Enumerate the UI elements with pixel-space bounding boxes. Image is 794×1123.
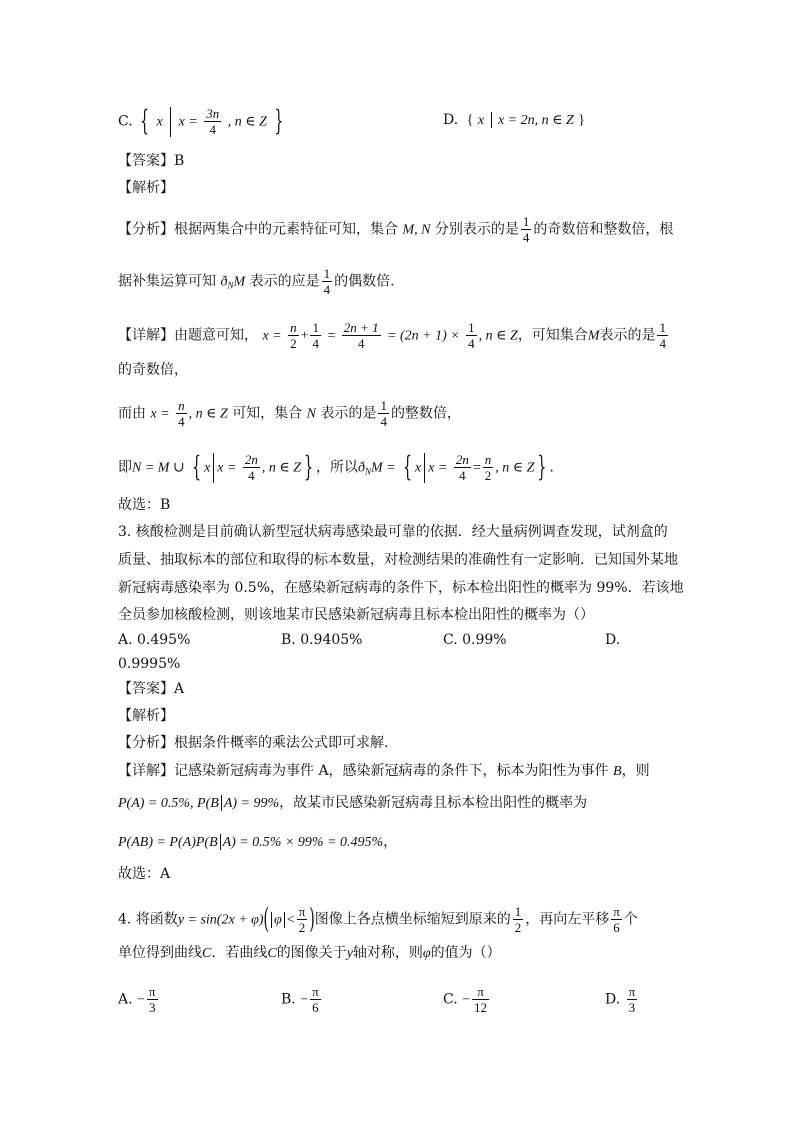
q3-detail-2 (118, 793, 700, 814)
left-brace: { (403, 451, 412, 484)
numerator: π (613, 904, 620, 919)
math: − (137, 992, 145, 1008)
math: A) = 0.5% × 99% = 0.495% (222, 835, 384, 850)
denominator: 4 (248, 468, 255, 483)
label: 【详解】 (118, 763, 174, 779)
q3-option-a (118, 630, 190, 650)
fraction (378, 398, 389, 429)
text: 表示的是 (320, 405, 377, 422)
numerator: 2n (455, 452, 469, 467)
math: C (267, 946, 277, 961)
text: 表示的是 (599, 327, 656, 344)
math: , n ∈ Z (227, 114, 267, 130)
numerator: n (290, 320, 297, 335)
math: M (587, 328, 600, 344)
denominator: 3 (628, 1000, 636, 1015)
text: . (549, 459, 554, 476)
q3-option-d-value (118, 654, 180, 674)
math: x (156, 114, 163, 130)
math: N = M ∪ (132, 460, 185, 476)
math: , n ∈ Z (261, 460, 302, 476)
fraction (454, 452, 471, 483)
answer-line (118, 151, 700, 171)
text: 的偶数倍. (334, 273, 395, 290)
option-label: C. (118, 113, 133, 130)
denominator: 2 (484, 468, 492, 483)
fraction (176, 398, 187, 429)
detail-line-3 (118, 398, 700, 429)
math: y = sin(2x + φ) (177, 912, 264, 928)
math: C (202, 946, 212, 961)
option-label: D. (605, 991, 621, 1008)
q3-option-c (443, 630, 507, 650)
text: 根据两集合中的元素特征可知，集合 (174, 221, 398, 238)
math: P(AB) = P(A)P(B (118, 835, 218, 850)
denominator: 4 (323, 282, 331, 297)
math: + (300, 328, 309, 344)
math: x = (262, 328, 282, 344)
math: M (233, 274, 246, 290)
subscript: N (227, 280, 234, 291)
text: 新冠病毒感染率为 0.5%，在感染新冠病毒的条件下，标本检出阳性的概率为 99%．若该地 (118, 580, 684, 596)
math: − (462, 992, 471, 1008)
fraction (513, 904, 524, 935)
choice-line (118, 495, 700, 515)
label: 【分析】 (118, 221, 174, 238)
math: x = (150, 406, 170, 422)
math: x = (178, 114, 198, 130)
text: 0.9995% (118, 656, 181, 672)
numerator: 1 (312, 320, 319, 335)
right-brace: } (274, 105, 284, 138)
option-d (443, 110, 585, 131)
math: x (204, 460, 211, 476)
denominator: 4 (209, 122, 216, 137)
numerator: n (484, 452, 492, 467)
text: ，故某市民感染新冠病毒且标本检出阳性的概率为 (279, 795, 588, 811)
numerator: 1 (514, 904, 522, 919)
analysis-line-1 (118, 214, 700, 245)
abs-bar (284, 912, 285, 928)
fraction (657, 320, 668, 351)
q3-stem-3 (118, 578, 700, 598)
text: 即 (118, 459, 132, 476)
text: 而由 (118, 405, 146, 422)
math: M, N (402, 222, 431, 238)
text: 的值为（） (430, 945, 501, 961)
abs-bar (271, 912, 272, 928)
math: , n ∈ Z (188, 406, 228, 422)
math: = (327, 328, 336, 344)
detail-line-4 (118, 452, 700, 483)
numerator: π (312, 984, 319, 999)
q3-option-d (605, 630, 620, 650)
math: x (477, 113, 485, 128)
complement-symbol: ð (220, 274, 228, 290)
math: = (472, 460, 481, 476)
denominator: 4 (659, 336, 666, 351)
option-label: D. (443, 112, 459, 128)
label: 【详解】 (118, 327, 174, 344)
set-bar (213, 453, 214, 483)
denominator: 4 (312, 336, 319, 351)
math: < (286, 912, 295, 928)
fraction (483, 452, 494, 483)
denominator: 4 (459, 468, 466, 483)
right-brace: } (537, 451, 547, 484)
denominator: 4 (468, 336, 475, 351)
text: 故选：B (118, 497, 171, 513)
fraction (472, 984, 489, 1015)
numerator: 1 (659, 320, 666, 335)
denominator: 2 (290, 336, 297, 351)
text: ，再向左平移 (525, 911, 610, 928)
fraction (147, 984, 158, 1015)
set-bar (424, 453, 425, 483)
q3-option-b (281, 630, 362, 650)
math: , n ∈ Z (478, 328, 518, 344)
q4-option-c (443, 984, 491, 1015)
numerator: n (178, 398, 185, 413)
math: x = (217, 460, 237, 476)
subscript: N (364, 466, 371, 477)
q3-stem-4 (118, 605, 700, 625)
fraction (342, 320, 381, 351)
text: 轴对称，则 (352, 945, 423, 961)
math: B (613, 764, 622, 779)
math: A) = 99% (223, 796, 280, 811)
text: 分别表示的是 (434, 221, 519, 238)
text: B. 0.9405% (281, 632, 363, 648)
denominator: 12 (474, 1000, 488, 1015)
text: ．若曲线 (211, 945, 268, 961)
denominator: 4 (522, 230, 530, 245)
math: y (346, 946, 353, 961)
math: N (306, 406, 316, 422)
text: 据补集运算可知 (118, 273, 216, 290)
fraction (204, 106, 221, 137)
text: 记感染新冠病毒为事件 A，感染新冠病毒的条件下，标本为阳性为事件 (174, 763, 609, 779)
text: 可知，集合 (232, 405, 303, 422)
right-brace: } (304, 451, 313, 484)
math: = (2n + 1) × (387, 328, 460, 344)
text: C. 0.99% (443, 632, 507, 648)
text: 的奇数倍， (118, 362, 188, 378)
left-brace: { (192, 451, 202, 484)
math: P(A) = 0.5%, P(B (118, 796, 219, 811)
q3-analysis (118, 733, 700, 753)
math: x (414, 460, 422, 476)
denominator: 6 (312, 1000, 319, 1015)
fraction (521, 214, 532, 245)
left-brace: { (140, 105, 150, 138)
analysis-line-2 (118, 266, 700, 297)
fraction (627, 984, 638, 1015)
q3-detail-3 (118, 832, 700, 853)
numerator: 2n (244, 452, 258, 467)
text: 的整数倍， (390, 405, 461, 422)
math: M = (371, 460, 396, 476)
option-c (118, 106, 286, 137)
denominator: 2 (514, 920, 522, 935)
text: 单位得到曲线 (118, 945, 202, 961)
denominator: 3 (148, 1000, 156, 1015)
option-label: C. (443, 991, 458, 1008)
q3-detail-1 (118, 761, 700, 782)
numerator: π (148, 984, 156, 999)
q3-answer (118, 679, 700, 699)
fraction (243, 452, 260, 483)
numerator: 1 (522, 214, 530, 229)
question-number: 4. (118, 911, 132, 928)
answer: 【答案】B (118, 153, 185, 169)
cond-bar (221, 795, 222, 811)
set-bar (170, 107, 171, 137)
math: φ (274, 912, 282, 928)
numerator: 1 (323, 266, 331, 281)
text: 由题意可知， (174, 327, 258, 344)
fraction (310, 984, 321, 1015)
text: ，可知集合 (517, 327, 588, 344)
denominator: 2 (298, 920, 306, 935)
text: ，所以 (315, 459, 358, 476)
text: 故选：A (118, 866, 171, 882)
numerator: π (298, 904, 306, 919)
text: 的图像关于 (276, 945, 347, 961)
text: 【分析】根据条件概率的乘法公式即可求解. (118, 735, 389, 751)
numerator: 2n + 1 (343, 320, 379, 335)
q4-stem-1 (118, 904, 700, 935)
left-paren: ( (263, 903, 270, 936)
numerator: 1 (380, 398, 387, 413)
text: 表示的应是 (249, 273, 320, 290)
q3-analysis-heading (118, 706, 700, 726)
q4-option-b (281, 984, 323, 1015)
denominator: 4 (178, 414, 185, 429)
text: 的奇数倍和整数倍，根 (533, 221, 674, 238)
numerator: π (628, 984, 636, 999)
math: − (300, 992, 309, 1008)
heading: 【解析】 (118, 180, 174, 196)
text: 全员参加核酸检测，则该地某市民感染新冠病毒且标本检出阳性的概率为（） (118, 607, 594, 623)
detail-line-1 (118, 320, 700, 351)
detail-line-2 (118, 360, 700, 380)
text: 质量、抽取标本的部位和取得的标本数量，对检测结果的准确性有一定影响．已知国外某地 (118, 552, 678, 568)
text: 图像上各点横坐标缩短到原来的 (314, 911, 511, 928)
set-bar (491, 112, 492, 128)
math: , n ∈ Z (495, 460, 535, 476)
numerator: 3n (206, 106, 220, 121)
text: 3. 核酸检测是目前确认新型冠状病毒感染最可靠的依据．经大量病例调查发现，试剂盒的 (118, 524, 668, 540)
q3-stem-1 (118, 522, 700, 542)
numerator: 1 (468, 320, 475, 335)
heading: 【解析】 (118, 708, 174, 724)
q4-option-d (605, 984, 639, 1015)
numerator: π (472, 984, 489, 1000)
option-label: B. (281, 991, 296, 1008)
right-paren: ) (309, 903, 315, 936)
text: ， (383, 834, 398, 850)
option-label: A. (118, 991, 133, 1008)
math: φ (422, 946, 431, 961)
q3-stem-2 (118, 550, 700, 570)
fraction (611, 904, 622, 935)
fraction (322, 266, 333, 297)
fraction (297, 904, 308, 935)
text: A. 0.495% (118, 632, 191, 648)
math: x = 2n, n ∈ Z (497, 113, 574, 128)
denominator: 4 (357, 336, 365, 351)
analysis-heading (118, 178, 700, 198)
q4-option-a (118, 984, 160, 1015)
fraction (288, 320, 299, 351)
answer: 【答案】A (118, 681, 185, 697)
complement-symbol: ð (357, 460, 365, 476)
right-brace: } (578, 113, 585, 128)
cond-bar (220, 834, 221, 850)
denominator: 4 (380, 414, 387, 429)
text: 将函数 (135, 911, 178, 928)
left-brace: { (466, 113, 474, 128)
math: x = (428, 460, 448, 476)
fraction (466, 320, 477, 351)
denominator: 6 (613, 920, 620, 935)
q4-stem-2 (118, 943, 700, 964)
text: ，则 (621, 763, 650, 779)
text: D. (605, 632, 621, 648)
q3-choice (118, 864, 700, 884)
text: 个 (623, 911, 638, 928)
fraction (310, 320, 321, 351)
